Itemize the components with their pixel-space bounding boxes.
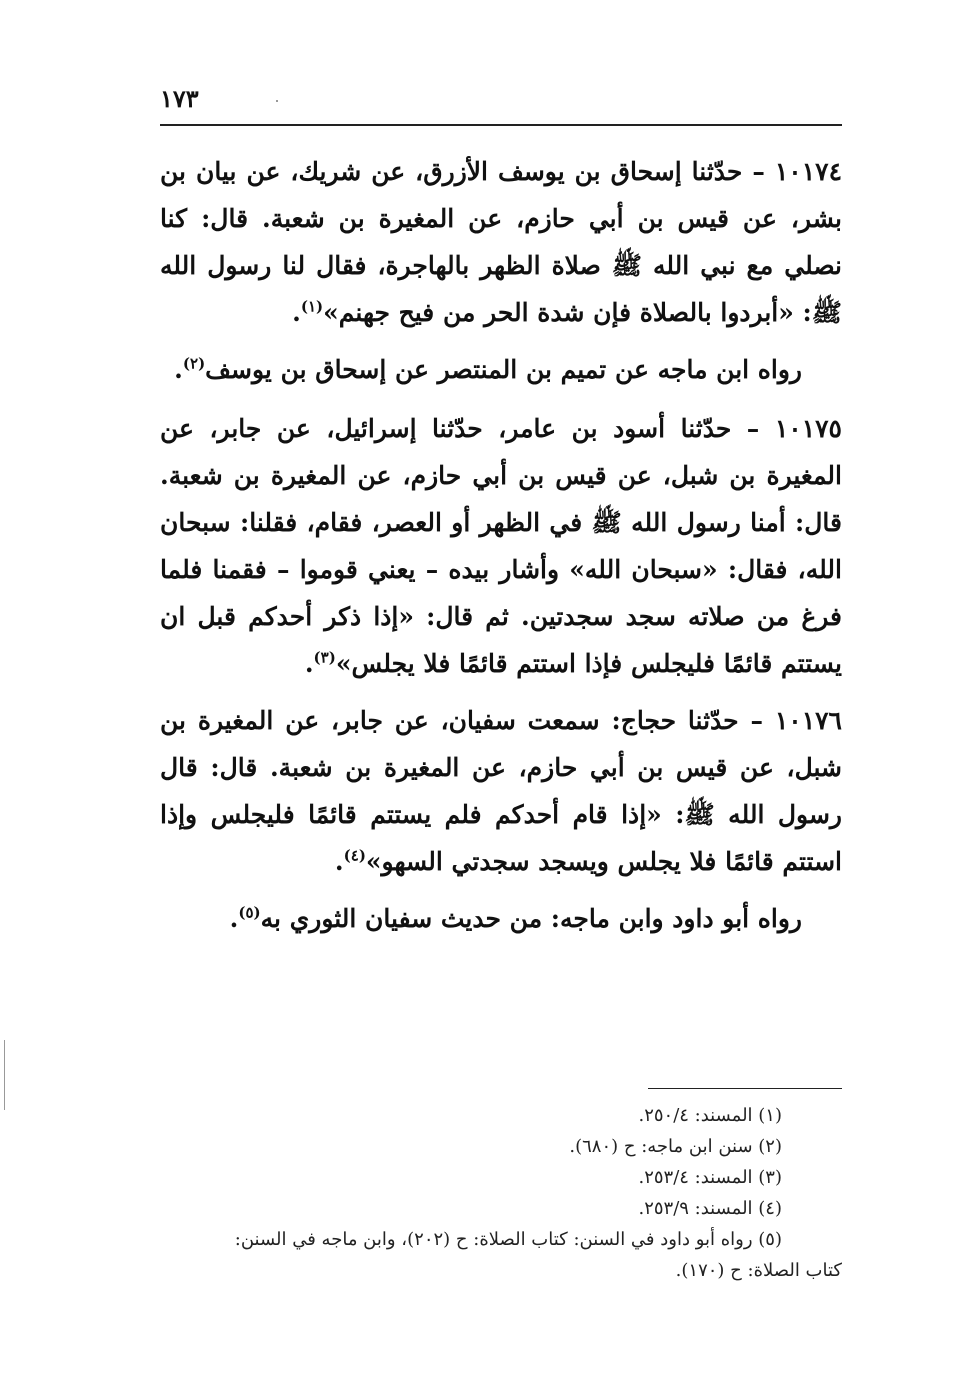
- header-rule: [160, 124, 842, 126]
- main-text: [160, 148, 842, 954]
- hadith-10174: [160, 148, 842, 336]
- hadith-text: – حدّثنا حجاج: سمعت سفيان، عن جابر، عن المغيرة بن شبل، عن قيس بن أبي حازم، عن المغيرة بن شعبة. قال: قال رسول الله ﷺ: «إذا قام أحدكم فلم يستتم قائمًا فليجلس وإذا استتم قائمًا فلا يجلس ويسجد سجدتي السهو»: [160, 706, 842, 876]
- footnote-ref[interactable]: (٥): [238, 903, 261, 922]
- hadith-10176: [160, 697, 842, 885]
- page-header: [160, 78, 840, 122]
- narration-note: [160, 346, 842, 393]
- hadith-10175: [160, 405, 842, 687]
- footnote-ref[interactable]: (١): [300, 297, 324, 316]
- footnote-1: (١) المسند: ٢٥٠/٤.: [638, 1105, 782, 1126]
- hadith-number: ١٠١٧٥: [774, 414, 842, 443]
- narration-text: رواه أبو داود وابن ماجه: من حديث سفيان الثوري به: [260, 904, 802, 933]
- footnote-4: (٤) المسند: ٢٥٣/٩.: [638, 1198, 782, 1219]
- end-mark: .: [229, 904, 239, 933]
- hadith-number: ١٠١٧٤: [774, 157, 842, 186]
- footnote-5: (٥) رواه أبو داود في السنن: كتاب الصلاة: ح (٢٠٢)، وابن ماجه في السنن:: [234, 1229, 782, 1250]
- footnote-rule: [648, 1088, 842, 1089]
- hadith-text: – حدّثنا أسود بن عامر، حدّثنا إسرائيل، عن جابر، عن المغيرة بن شبل، عن قيس بن أبي حازم، عن المغيرة بن شعبة. قال: أمنا رسول الله ﷺ في الظهر أو العصر، فقام، فقلنا: سبحان الله، فقال: «سبحان الله» وأشار بيده – يعني قوموا – فقمنا فلما فرغ من صلاته سجد سجدتين. ثم قال: «إذا ذكر أحدكم قبل ان يستتم قائمًا فليجلس فإذا استتم قائمًا فلا يجلس»: [160, 414, 842, 678]
- end-mark: .: [304, 649, 314, 678]
- footnote-ref[interactable]: (٤): [343, 846, 366, 865]
- end-mark: .: [292, 298, 301, 327]
- footnotes: [160, 1100, 842, 1286]
- scan-speck: [276, 100, 278, 102]
- end-mark: .: [174, 355, 183, 384]
- hadith-number: ١٠١٧٦: [774, 706, 842, 735]
- narration-text: رواه ابن ماجه عن تميم بن المنتصر عن إسحاق بن يوسف: [205, 355, 802, 384]
- page-number: ١٧٣: [160, 84, 199, 113]
- footnote-2: (٢) سنن ابن ماجه: ح (٦٨٠).: [569, 1136, 782, 1157]
- narration-note: [160, 895, 842, 942]
- end-mark: .: [334, 847, 344, 876]
- scan-speck: [4, 1040, 5, 1110]
- footnote-ref[interactable]: (٣): [313, 648, 336, 667]
- footnote-ref[interactable]: (٢): [182, 354, 206, 373]
- hadith-text: – حدّثنا إسحاق بن يوسف الأزرق، عن شريك، عن بيان بن بشر، عن قيس بن أبي حازم، عن المغيرة بن شعبة. قال: كنا نصلي مع نبي الله ﷺ صلاة الظهر بالهاجرة، فقال لنا رسول الله ﷺ: «أبردوا بالصلاة فإن شدة الحر من فيح جهنم»: [160, 157, 842, 327]
- footnote-3: (٣) المسند: ٢٥٣/٤.: [638, 1167, 782, 1188]
- footnote-5-continued: كتاب الصلاة: ح (١٧٠).: [675, 1260, 842, 1281]
